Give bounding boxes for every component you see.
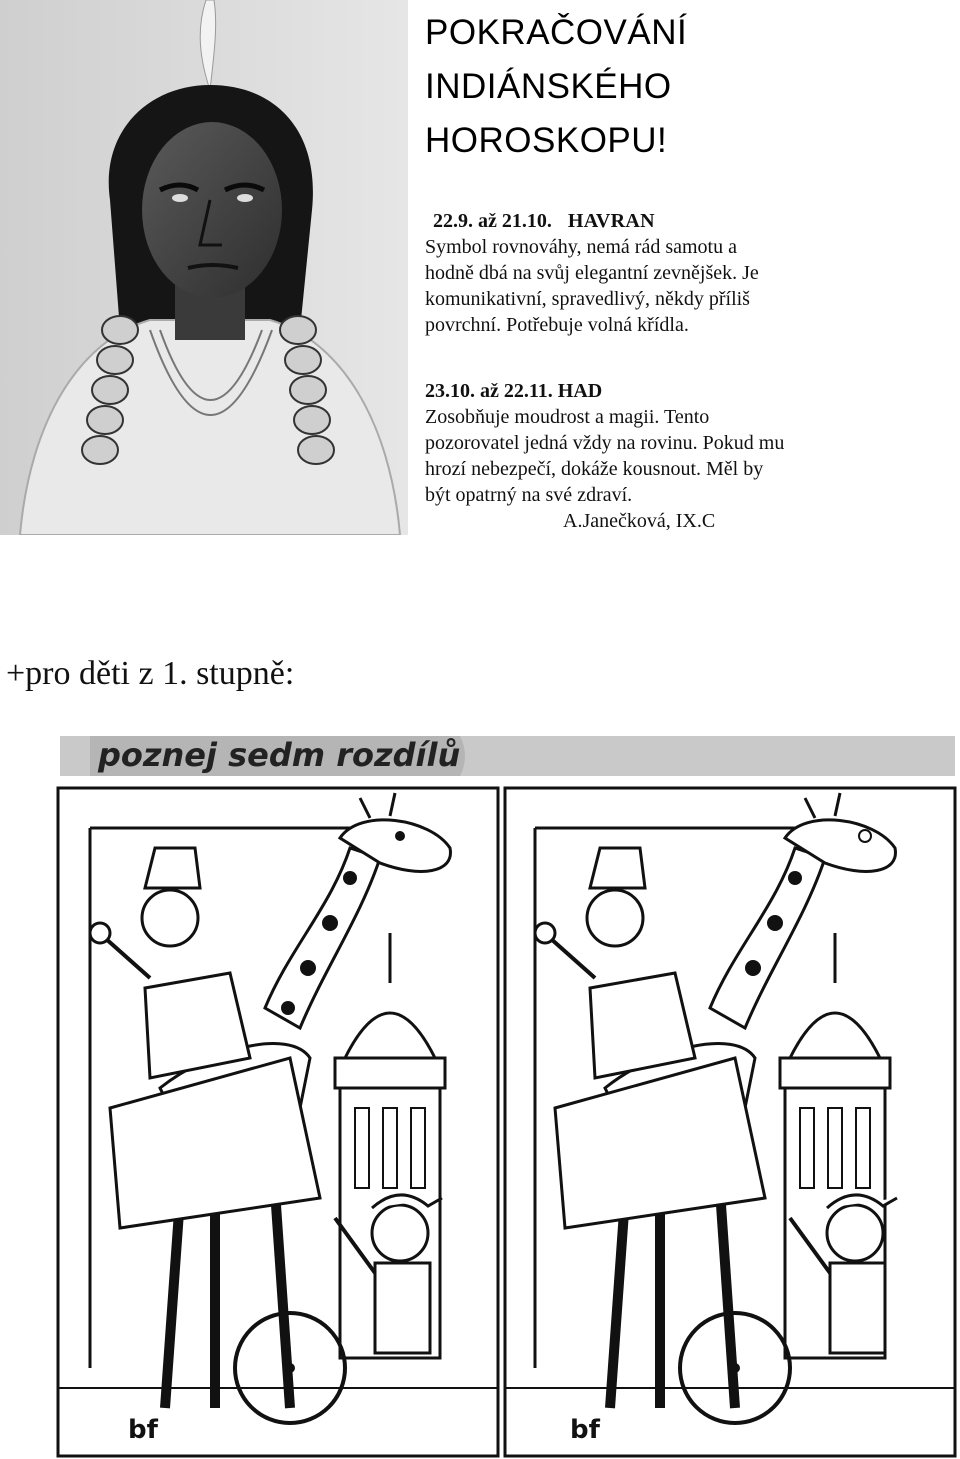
title-line: HOROSKOPU! bbox=[425, 121, 668, 160]
sign-text-line: hrozí nebezpečí, dokáže kousnout. Měl by bbox=[425, 458, 764, 480]
puzzle-illustration bbox=[50, 728, 960, 1459]
title-line: INDIÁNSKÉHO bbox=[425, 67, 672, 106]
puzzle-banner: poznej sedm rozdílů bbox=[98, 736, 461, 774]
sign-text-line: být opatrný na své zdraví. bbox=[425, 484, 633, 506]
kids-section-heading: +pro děti z 1. stupně: bbox=[6, 655, 295, 692]
sign-text-line: Zosobňuje moudrost a magii. Tento bbox=[425, 406, 710, 428]
sign-dates: 23.10. až 22.11. bbox=[425, 380, 553, 402]
sign-heading bbox=[425, 208, 945, 234]
portrait-photo bbox=[0, 0, 408, 535]
article-title bbox=[425, 6, 945, 168]
puzzle-panel-left bbox=[58, 788, 498, 1456]
sign-dates: 22.9. až 21.10. bbox=[433, 210, 552, 232]
spot-the-difference-puzzle bbox=[50, 728, 960, 1459]
portrait-illustration bbox=[0, 0, 408, 535]
artist-signature: bf bbox=[570, 1415, 600, 1445]
sign-text-line: Symbol rovnováhy, nemá rád samotu a bbox=[425, 236, 737, 258]
artist-signature: bf bbox=[128, 1415, 158, 1445]
author-credit: A.Janečková, IX.C bbox=[563, 510, 716, 532]
sign-text-line: hodně dbá na svůj elegantní zevnějšek. Je bbox=[425, 262, 759, 284]
sign-text-line: povrchní. Potřebuje volná křídla. bbox=[425, 314, 689, 336]
sign-text-line: komunikativní, spravedlivý, někdy příliš bbox=[425, 288, 750, 310]
puzzle-panel-right bbox=[505, 788, 955, 1456]
sign-name: HAVRAN bbox=[567, 210, 655, 232]
horoscope-sign-havran bbox=[425, 208, 945, 338]
horoscope-sign-had bbox=[425, 378, 945, 534]
title-line: POKRAČOVÁNÍ bbox=[425, 13, 688, 52]
sign-name: HAD bbox=[557, 380, 603, 402]
sign-heading bbox=[425, 378, 945, 404]
sign-text-line: pozorovatel jedná vždy na rovinu. Pokud mu bbox=[425, 432, 785, 454]
